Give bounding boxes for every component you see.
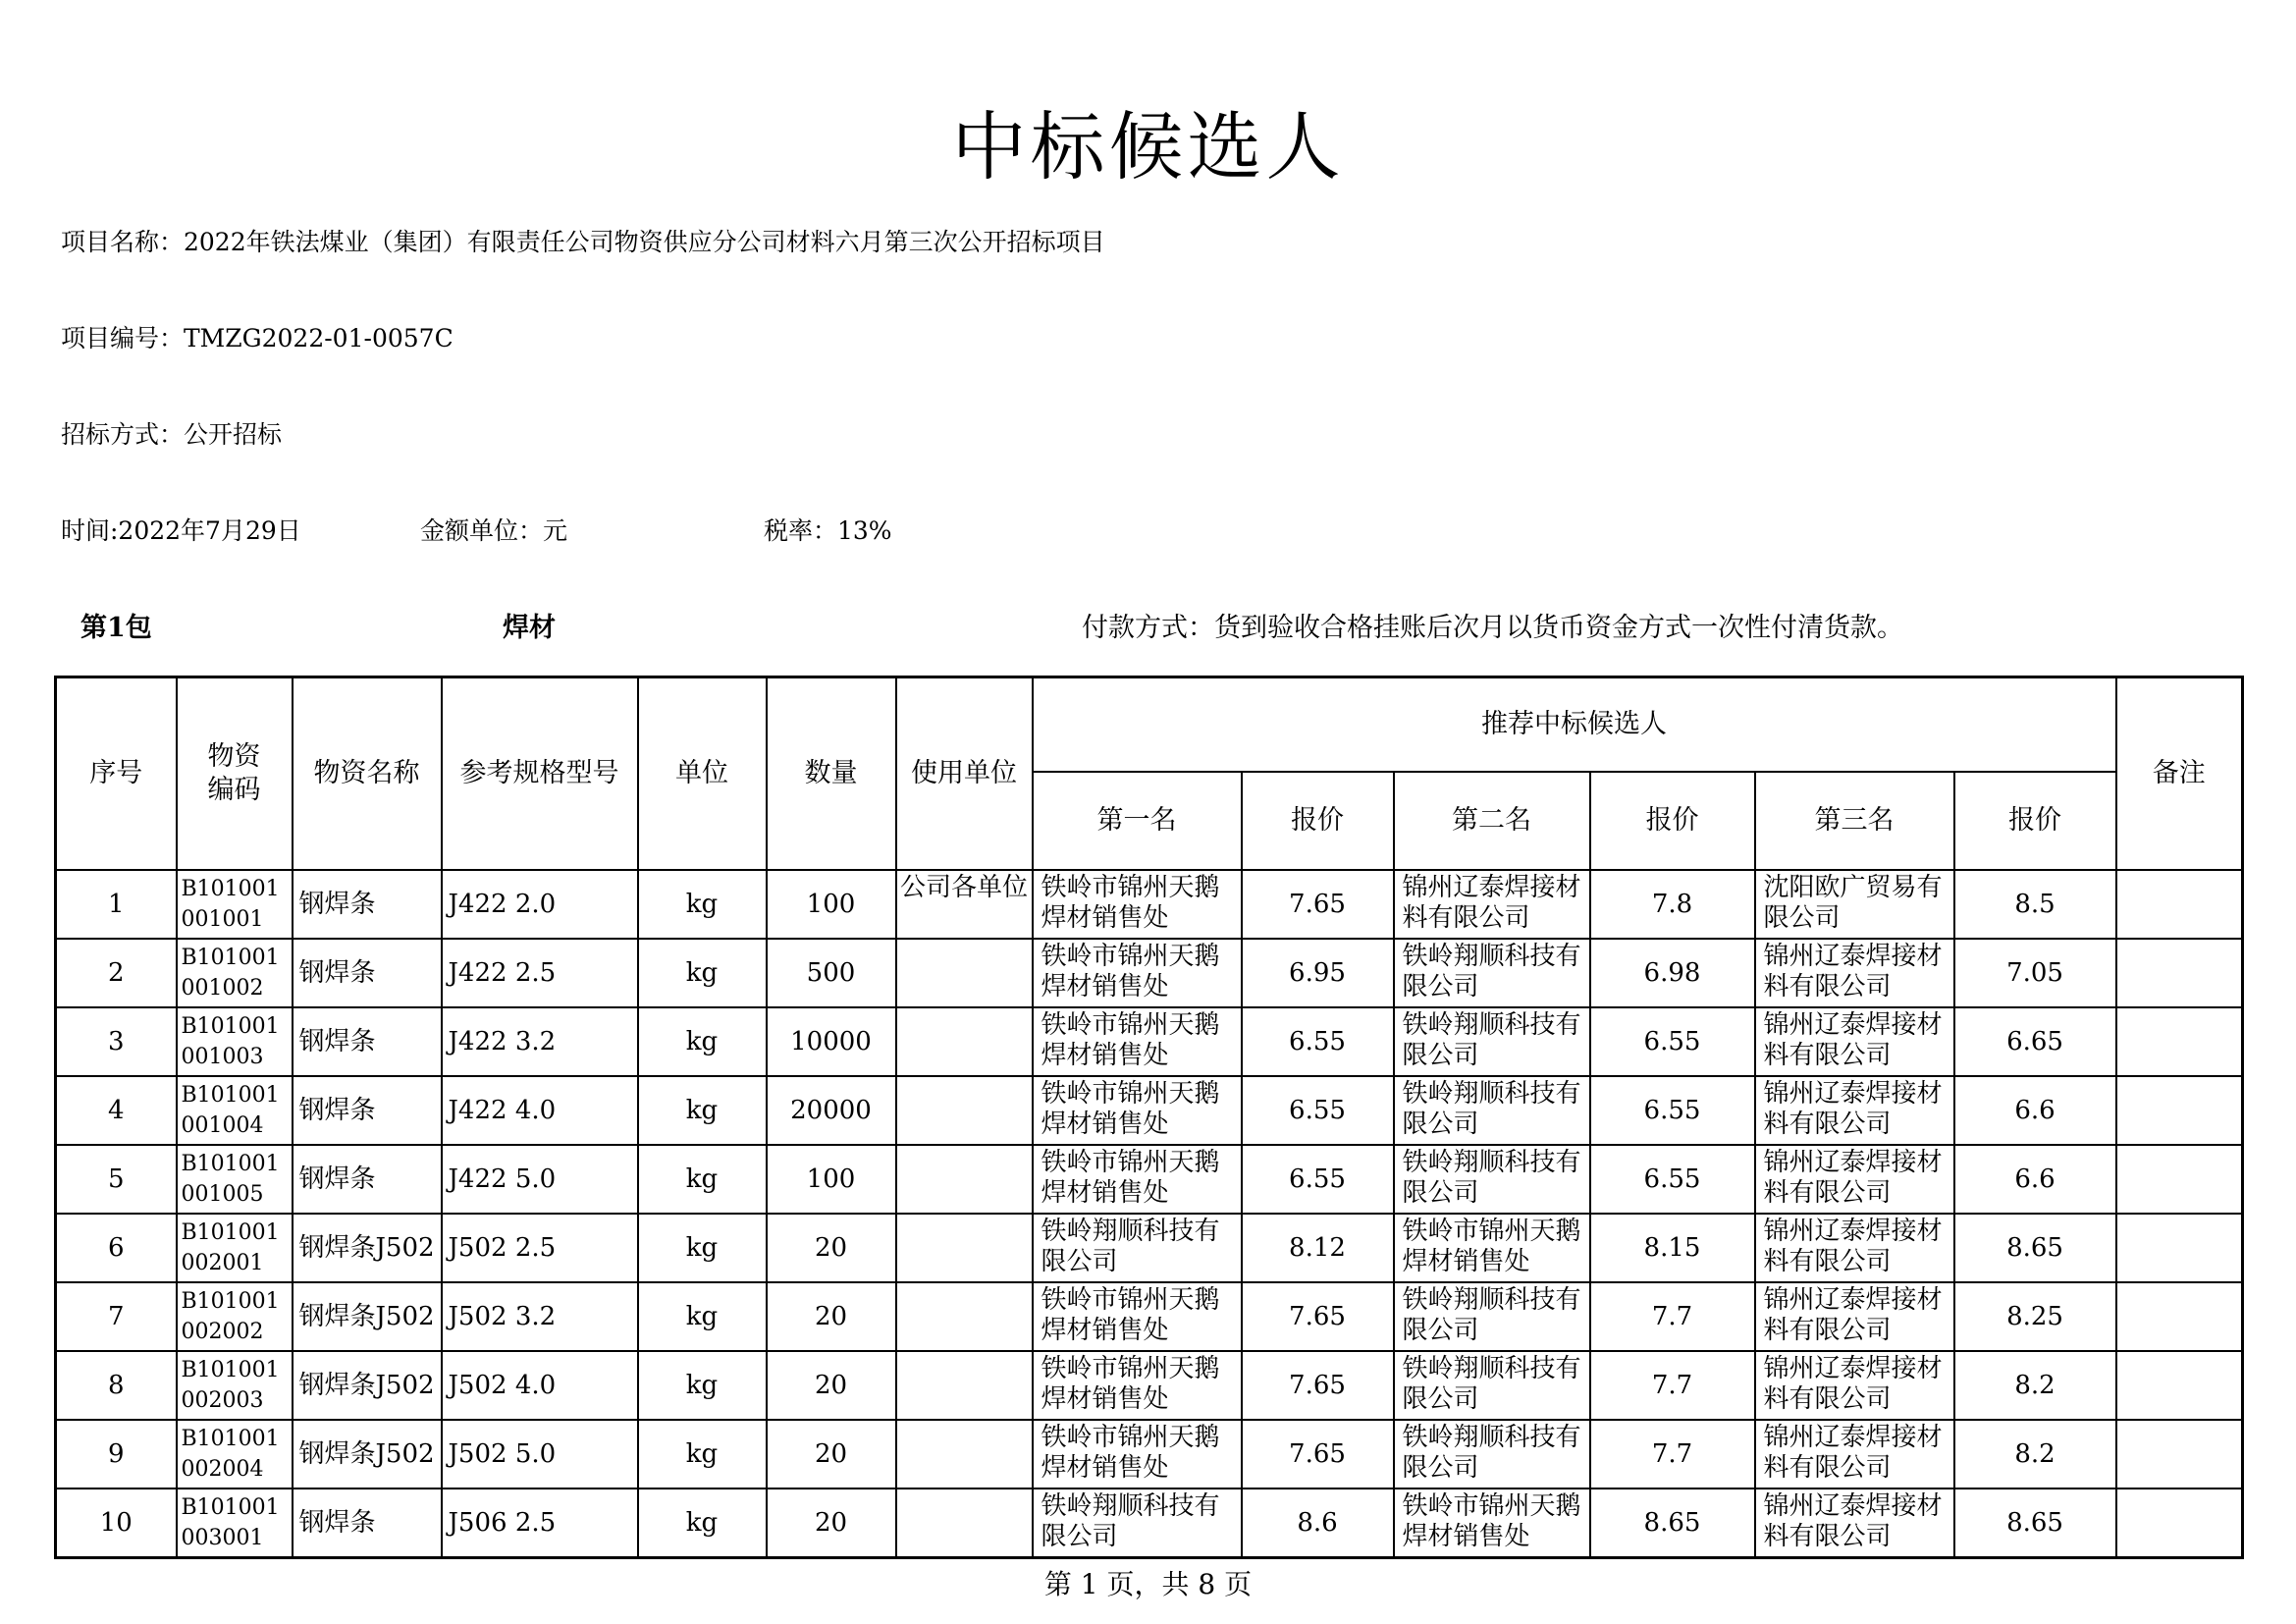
row-remark <box>2116 1282 2243 1351</box>
table-row <box>56 1214 2243 1282</box>
row-code: B101001003001 <box>177 1489 293 1558</box>
row-name: 钢焊条 <box>293 1007 442 1076</box>
row-price3: 8.2 <box>1954 1351 2116 1420</box>
row-price1: 8.12 <box>1242 1214 1394 1282</box>
table-row <box>56 1420 2243 1489</box>
row-name: 钢焊条 <box>293 870 442 939</box>
table-row <box>56 870 2243 939</box>
row-second-candidate: 铁岭翔顺科技有限公司 <box>1394 1076 1590 1145</box>
row-seq: 9 <box>56 1420 177 1489</box>
row-seq: 5 <box>56 1145 177 1214</box>
row-price1: 6.95 <box>1242 939 1394 1007</box>
row-spec: J502 5.0 <box>442 1420 638 1489</box>
row-spec: J502 3.2 <box>442 1282 638 1351</box>
row-first-candidate: 铁岭市锦州天鹅焊材销售处 <box>1033 1351 1242 1420</box>
row-seq: 8 <box>56 1351 177 1420</box>
row-qty: 20 <box>767 1214 896 1282</box>
row-price3: 7.05 <box>1954 939 2116 1007</box>
row-second-candidate: 铁岭翔顺科技有限公司 <box>1394 1282 1590 1351</box>
project-number: 项目编号：TMZG2022-01-0057C <box>61 324 454 352</box>
row-third-candidate: 锦州辽泰焊接材料有限公司 <box>1755 1420 1954 1489</box>
row-seq: 6 <box>56 1214 177 1282</box>
row-spec: J422 2.5 <box>442 939 638 1007</box>
page-title: 中标候选人 <box>951 103 1345 190</box>
header-spec: 参考规格型号 <box>442 677 638 871</box>
row-unit: kg <box>638 1076 767 1145</box>
row-name: 钢焊条J502 <box>293 1214 442 1282</box>
header-third: 第三名 <box>1755 772 1954 870</box>
row-name: 钢焊条J502 <box>293 1420 442 1489</box>
row-remark <box>2116 939 2243 1007</box>
row-remark <box>2116 1420 2243 1489</box>
row-user: 公司各单位 <box>896 870 1033 939</box>
row-code: B101001001001 <box>177 870 293 939</box>
row-price1: 6.55 <box>1242 1076 1394 1145</box>
row-first-candidate: 铁岭市锦州天鹅焊材销售处 <box>1033 1007 1242 1076</box>
row-second-candidate: 锦州辽泰焊接材料有限公司 <box>1394 870 1590 939</box>
row-qty: 100 <box>767 870 896 939</box>
row-price2: 7.7 <box>1590 1282 1755 1351</box>
row-spec: J422 2.0 <box>442 870 638 939</box>
row-second-candidate: 铁岭翔顺科技有限公司 <box>1394 1420 1590 1489</box>
payment-terms: 付款方式：货到验收合格挂账后次月以货币资金方式一次性付清货款。 <box>1082 613 1903 643</box>
row-seq: 3 <box>56 1007 177 1076</box>
row-qty: 20000 <box>767 1076 896 1145</box>
bid-method: 招标方式：公开招标 <box>61 420 283 449</box>
row-code: B101001001004 <box>177 1076 293 1145</box>
row-qty: 20 <box>767 1351 896 1420</box>
row-code: B101001002003 <box>177 1351 293 1420</box>
header-price3: 报价 <box>1954 772 2116 870</box>
row-remark <box>2116 1214 2243 1282</box>
row-user <box>896 1145 1033 1214</box>
row-remark <box>2116 1145 2243 1214</box>
row-qty: 500 <box>767 939 896 1007</box>
row-third-candidate: 锦州辽泰焊接材料有限公司 <box>1755 1145 1954 1214</box>
row-third-candidate: 锦州辽泰焊接材料有限公司 <box>1755 939 1954 1007</box>
row-remark <box>2116 1351 2243 1420</box>
row-unit: kg <box>638 1420 767 1489</box>
row-first-candidate: 铁岭翔顺科技有限公司 <box>1033 1489 1242 1558</box>
row-qty: 10000 <box>767 1007 896 1076</box>
table-row <box>56 1351 2243 1420</box>
row-price2: 6.55 <box>1590 1076 1755 1145</box>
candidate-table <box>54 676 2244 1559</box>
row-price2: 8.65 <box>1590 1489 1755 1558</box>
project-name: 项目名称：2022年铁法煤业（集团）有限责任公司物资供应分公司材料六月第三次公开招标项目 <box>61 228 1105 256</box>
currency-unit: 金额单位：元 <box>420 516 568 545</box>
row-price1: 7.65 <box>1242 1282 1394 1351</box>
row-remark <box>2116 1007 2243 1076</box>
row-price1: 7.65 <box>1242 1351 1394 1420</box>
row-price3: 6.6 <box>1954 1145 2116 1214</box>
row-price2: 7.8 <box>1590 870 1755 939</box>
row-first-candidate: 铁岭市锦州天鹅焊材销售处 <box>1033 1420 1242 1489</box>
row-code: B101001002002 <box>177 1282 293 1351</box>
header-user: 使用单位 <box>896 677 1033 871</box>
row-second-candidate: 铁岭翔顺科技有限公司 <box>1394 1007 1590 1076</box>
row-code: B101001001002 <box>177 939 293 1007</box>
tax-rate: 税率：13% <box>764 516 892 545</box>
row-price3: 6.6 <box>1954 1076 2116 1145</box>
row-price2: 7.7 <box>1590 1351 1755 1420</box>
row-first-candidate: 铁岭市锦州天鹅焊材销售处 <box>1033 1282 1242 1351</box>
row-third-candidate: 锦州辽泰焊接材料有限公司 <box>1755 1214 1954 1282</box>
table-row <box>56 1145 2243 1214</box>
row-first-candidate: 铁岭市锦州天鹅焊材销售处 <box>1033 1076 1242 1145</box>
row-user <box>896 1007 1033 1076</box>
row-seq: 7 <box>56 1282 177 1351</box>
row-code: B101001002004 <box>177 1420 293 1489</box>
row-name: 钢焊条 <box>293 939 442 1007</box>
row-price2: 7.7 <box>1590 1420 1755 1489</box>
row-first-candidate: 铁岭翔顺科技有限公司 <box>1033 1214 1242 1282</box>
row-third-candidate: 锦州辽泰焊接材料有限公司 <box>1755 1076 1954 1145</box>
table-row <box>56 1489 2243 1558</box>
row-price3: 8.2 <box>1954 1420 2116 1489</box>
row-remark <box>2116 870 2243 939</box>
row-seq: 10 <box>56 1489 177 1558</box>
row-code: B101001002001 <box>177 1214 293 1282</box>
row-price1: 7.65 <box>1242 870 1394 939</box>
header-remark: 备注 <box>2116 677 2243 871</box>
row-name: 钢焊条 <box>293 1076 442 1145</box>
row-spec: J422 5.0 <box>442 1145 638 1214</box>
row-price1: 7.65 <box>1242 1420 1394 1489</box>
row-qty: 20 <box>767 1420 896 1489</box>
header-price2: 报价 <box>1590 772 1755 870</box>
table-row <box>56 1282 2243 1351</box>
table-row <box>56 939 2243 1007</box>
row-spec: J422 4.0 <box>442 1076 638 1145</box>
row-seq: 4 <box>56 1076 177 1145</box>
row-unit: kg <box>638 1145 767 1214</box>
row-unit: kg <box>638 1489 767 1558</box>
row-first-candidate: 铁岭市锦州天鹅焊材销售处 <box>1033 1145 1242 1214</box>
table-row <box>56 1007 2243 1076</box>
row-qty: 20 <box>767 1489 896 1558</box>
row-second-candidate: 铁岭翔顺科技有限公司 <box>1394 939 1590 1007</box>
row-unit: kg <box>638 1214 767 1282</box>
row-seq: 2 <box>56 939 177 1007</box>
row-third-candidate: 锦州辽泰焊接材料有限公司 <box>1755 1007 1954 1076</box>
row-price1: 6.55 <box>1242 1145 1394 1214</box>
row-user <box>896 1282 1033 1351</box>
row-spec: J502 2.5 <box>442 1214 638 1282</box>
row-price2: 6.98 <box>1590 939 1755 1007</box>
row-third-candidate: 锦州辽泰焊接材料有限公司 <box>1755 1489 1954 1558</box>
row-unit: kg <box>638 870 767 939</box>
row-second-candidate: 铁岭市锦州天鹅焊材销售处 <box>1394 1214 1590 1282</box>
row-spec: J502 4.0 <box>442 1351 638 1420</box>
row-qty: 20 <box>767 1282 896 1351</box>
row-user <box>896 939 1033 1007</box>
row-price2: 6.55 <box>1590 1007 1755 1076</box>
header-seq: 序号 <box>56 677 177 871</box>
header-unit: 单位 <box>638 677 767 871</box>
row-code: B101001001005 <box>177 1145 293 1214</box>
header-code: 物资编码 <box>177 677 293 871</box>
row-qty: 100 <box>767 1145 896 1214</box>
row-price3: 8.5 <box>1954 870 2116 939</box>
header-name: 物资名称 <box>293 677 442 871</box>
row-user <box>896 1489 1033 1558</box>
row-price1: 8.6 <box>1242 1489 1394 1558</box>
header-qty: 数量 <box>767 677 896 871</box>
row-user <box>896 1076 1033 1145</box>
row-price1: 6.55 <box>1242 1007 1394 1076</box>
package-number: 第1包 <box>80 613 152 643</box>
row-price3: 8.65 <box>1954 1489 2116 1558</box>
row-first-candidate: 铁岭市锦州天鹅焊材销售处 <box>1033 939 1242 1007</box>
row-first-candidate: 铁岭市锦州天鹅焊材销售处 <box>1033 870 1242 939</box>
row-remark <box>2116 1489 2243 1558</box>
row-second-candidate: 铁岭翔顺科技有限公司 <box>1394 1145 1590 1214</box>
header-price1: 报价 <box>1242 772 1394 870</box>
row-user <box>896 1214 1033 1282</box>
row-third-candidate: 锦州辽泰焊接材料有限公司 <box>1755 1351 1954 1420</box>
header-second: 第二名 <box>1394 772 1590 870</box>
package-name: 焊材 <box>503 613 556 643</box>
row-spec: J422 3.2 <box>442 1007 638 1076</box>
row-name: 钢焊条J502 <box>293 1351 442 1420</box>
row-price3: 6.65 <box>1954 1007 2116 1076</box>
bid-time: 时间:2022年7月29日 <box>61 516 301 545</box>
row-price2: 8.15 <box>1590 1214 1755 1282</box>
header-recommend: 推荐中标候选人 <box>1033 677 2116 773</box>
row-unit: kg <box>638 1351 767 1420</box>
row-unit: kg <box>638 939 767 1007</box>
row-code: B101001001003 <box>177 1007 293 1076</box>
table-row <box>56 1076 2243 1145</box>
row-price2: 6.55 <box>1590 1145 1755 1214</box>
row-price3: 8.65 <box>1954 1214 2116 1282</box>
row-user <box>896 1351 1033 1420</box>
row-name: 钢焊条 <box>293 1489 442 1558</box>
row-unit: kg <box>638 1282 767 1351</box>
row-spec: J506 2.5 <box>442 1489 638 1558</box>
row-name: 钢焊条 <box>293 1145 442 1214</box>
row-remark <box>2116 1076 2243 1145</box>
row-second-candidate: 铁岭市锦州天鹅焊材销售处 <box>1394 1489 1590 1558</box>
page-footer: 第 1 页，共 8 页 <box>1043 1568 1253 1600</box>
row-second-candidate: 铁岭翔顺科技有限公司 <box>1394 1351 1590 1420</box>
row-third-candidate: 锦州辽泰焊接材料有限公司 <box>1755 1282 1954 1351</box>
row-name: 钢焊条J502 <box>293 1282 442 1351</box>
header-first: 第一名 <box>1033 772 1242 870</box>
row-price3: 8.25 <box>1954 1282 2116 1351</box>
row-third-candidate: 沈阳欧广贸易有限公司 <box>1755 870 1954 939</box>
row-seq: 1 <box>56 870 177 939</box>
row-unit: kg <box>638 1007 767 1076</box>
row-user <box>896 1420 1033 1489</box>
